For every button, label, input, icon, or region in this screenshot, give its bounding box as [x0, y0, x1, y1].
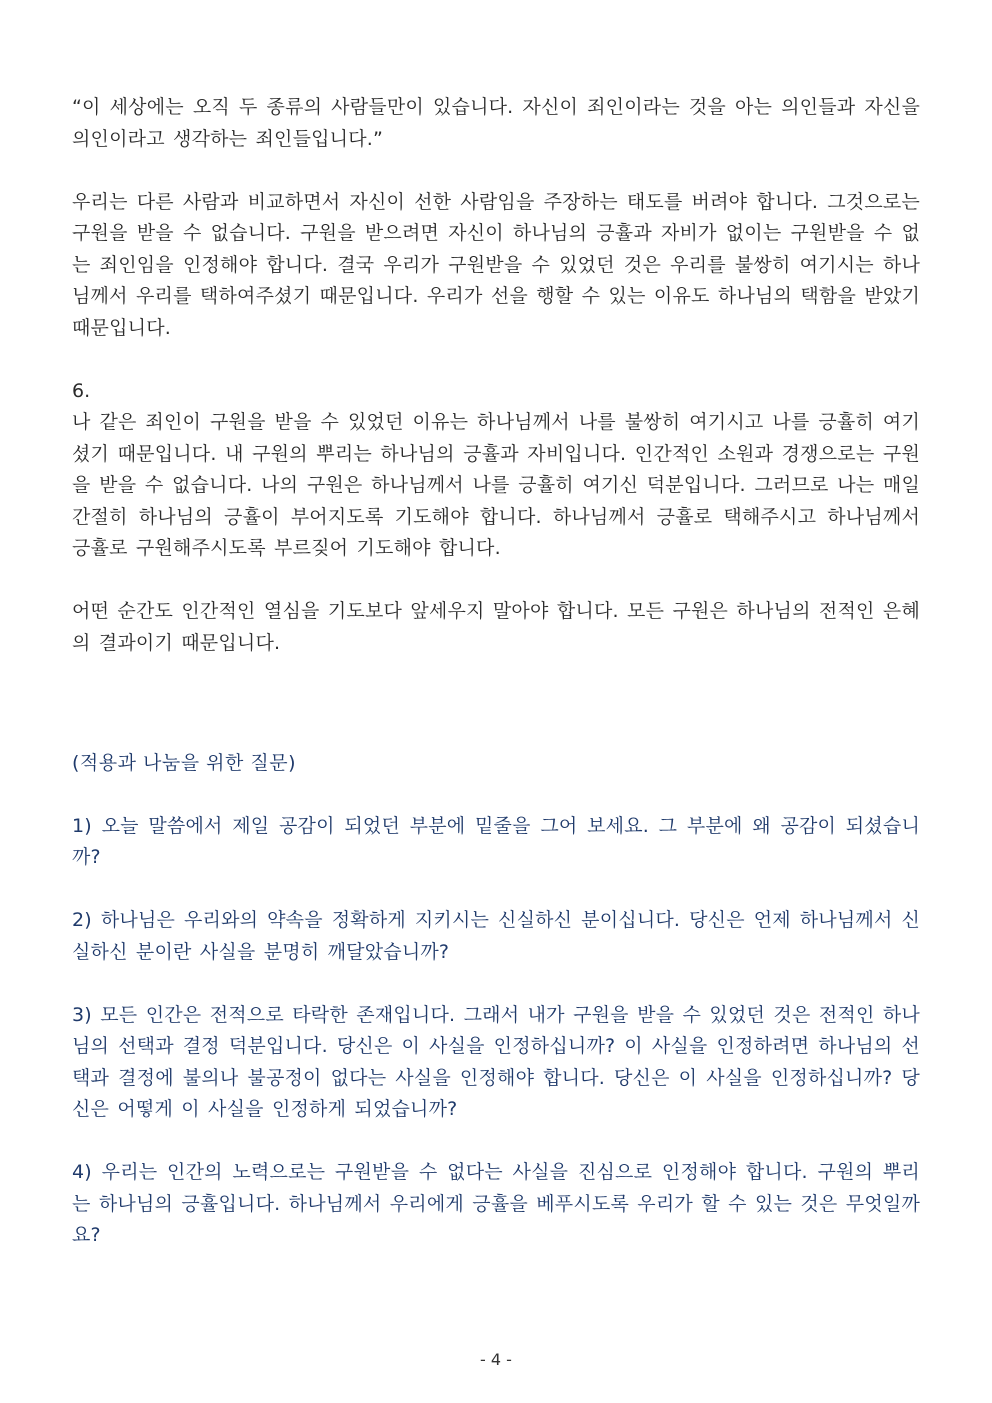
section-spacer: [72, 691, 920, 748]
quote-paragraph: “이 세상에는 오직 두 종류의 사람들만이 있습니다. 자신이 죄인이라는 것을 아는 의인들과 자신을 의인이라고 생각하는 죄인들입니다.”: [72, 96, 920, 150]
question-item: 4) 우리는 인간의 노력으로는 구원받을 수 없다는 사실을 진심으로 인정해야 합니다. 구원의 뿌리는 하나님의 긍휼입니다. 하나님께서 우리에게 긍휼을 베푸시도록 우리가 할 수 있는 것은 무엇일까요?: [72, 1161, 920, 1246]
page-number: - 4 -: [480, 1350, 512, 1369]
document-page: [72, 92, 920, 1252]
question-item: 1) 오늘 말씀에서 제일 공감이 되었던 부분에 밑줄을 그어 보세요. 그 부분에 왜 공감이 되셨습니까?: [72, 814, 920, 868]
question-item: 2) 하나님은 우리와의 약속을 정확하게 지키시는 신실하신 분이십니다. 당신은 언제 하나님께서 신실하신 분이란 사실을 분명히 깨달았습니까?: [72, 909, 920, 963]
paragraph-2: 우리는 다른 사람과 비교하면서 자신이 선한 사람임을 주장하는 태도를 버려야 합니다. 그것으로는 구원을 받을 수 없습니다. 구원을 받으려면 자신이 하나님의 긍휼과 자비가 없이는 구원받을 수 없는 죄인임을 인정해야 합니다. 결국 우리가 구원받을 수 있었던 것은 우리를 불쌍히 여기시는 하나님께서 우리를 택하여주셨기 때문입니다. 우리가 선을 행할 수 있는 이유도 하나님의 택함을 받았기 때문입니다.: [72, 190, 920, 339]
paragraph-4: 어떤 순간도 인간적인 열심을 기도보다 앞세우지 말아야 합니다. 모든 구원은 하나님의 전적인 은혜의 결과이기 때문입니다.: [72, 600, 920, 654]
question-item: 3) 모든 인간은 전적으로 타락한 존재입니다. 그래서 내가 구원을 받을 수 있었던 것은 전적인 하나님의 선택과 결정 덕분입니다. 당신은 이 사실을 인정하십니까? 이 사실을 인정하려면 하나님의 선택과 결정에 불의나 불공정이 없다는 사실을 인정해야 합니다. 당신은 이 사실을 인정하십니까? 당신은 어떻게 이 사실을 인정하게 되었습니까?: [72, 1003, 920, 1120]
questions-heading: (적용과 나눔을 위한 질문): [72, 751, 296, 774]
paragraph-3: 나 같은 죄인이 구원을 받을 수 있었던 이유는 하나님께서 나를 불쌍히 여기시고 나를 긍휼히 여기셨기 때문입니다. 내 구원의 뿌리는 하나님의 긍휼과 자비입니다. 인간적인 소원과 경쟁으로는 구원을 받을 수 없습니다. 나의 구원은 하나님께서 나를 긍휼히 여기신 덕분입니다. 그러므로 나는 매일 간절히 하나님의 긍휼이 부어지도록 기도해야 합니다. 하나님께서 긍휼로 택해주시고 하나님께서 긍휼로 구원해주시도록 부르짖어 기도해야 합니다.: [72, 411, 920, 559]
section-number: 6.: [72, 379, 91, 402]
